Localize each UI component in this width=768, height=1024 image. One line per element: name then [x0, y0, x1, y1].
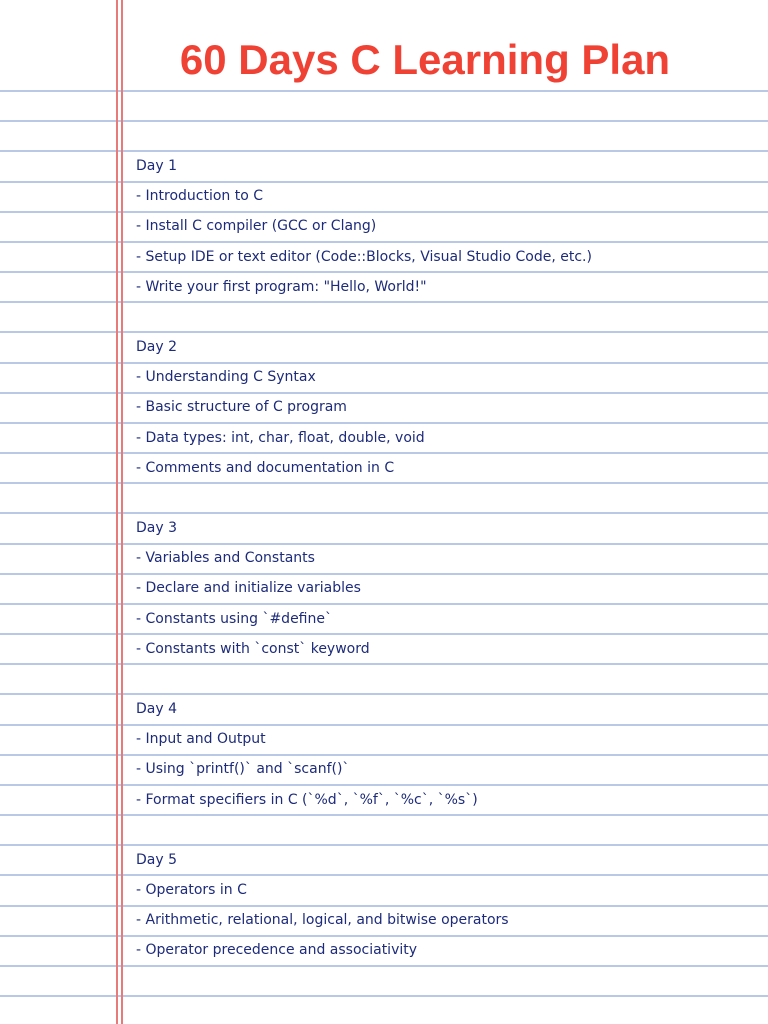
- day-heading: Day 4: [136, 701, 178, 717]
- plan-item: - Input and Output: [136, 731, 266, 747]
- plan-item: - Operators in C: [136, 882, 247, 898]
- plan-item: - Write your first program: "Hello, World!": [136, 279, 427, 295]
- margin-line: [116, 0, 118, 1024]
- plan-item: - Arithmetic, relational, logical, and bitwise operators: [136, 912, 509, 928]
- plan-item: - Install C compiler (GCC or Clang): [136, 218, 377, 234]
- margin-line: [121, 0, 123, 1024]
- plan-item: - Constants using `#define`: [136, 611, 332, 627]
- page-title: 60 Days C Learning Plan: [179, 36, 671, 83]
- day-heading: Day 5: [136, 852, 178, 868]
- day-heading: Day 2: [136, 339, 178, 355]
- plan-item: - Basic structure of C program: [136, 399, 347, 415]
- plan-item: - Declare and initialize variables: [136, 580, 361, 596]
- plan-item: - Data types: int, char, float, double, void: [136, 430, 425, 446]
- plan-item: - Format specifiers in C (`%d`, `%f`, `%c`, `%s`): [136, 792, 478, 808]
- plan-item: - Comments and documentation in C: [136, 460, 395, 476]
- plan-item: - Understanding C Syntax: [136, 369, 316, 385]
- plan-item: - Constants with `const` keyword: [136, 641, 370, 657]
- plan-item: - Using `printf()` and `scanf()`: [136, 761, 350, 777]
- day-heading: Day 3: [136, 520, 178, 536]
- plan-item: - Setup IDE or text editor (Code::Blocks, Visual Studio Code, etc.): [136, 249, 592, 265]
- plan-item: - Variables and Constants: [136, 550, 315, 566]
- plan-item: - Operator precedence and associativity: [136, 942, 418, 958]
- plan-item: - Introduction to C: [136, 188, 264, 204]
- day-heading: Day 1: [136, 158, 178, 174]
